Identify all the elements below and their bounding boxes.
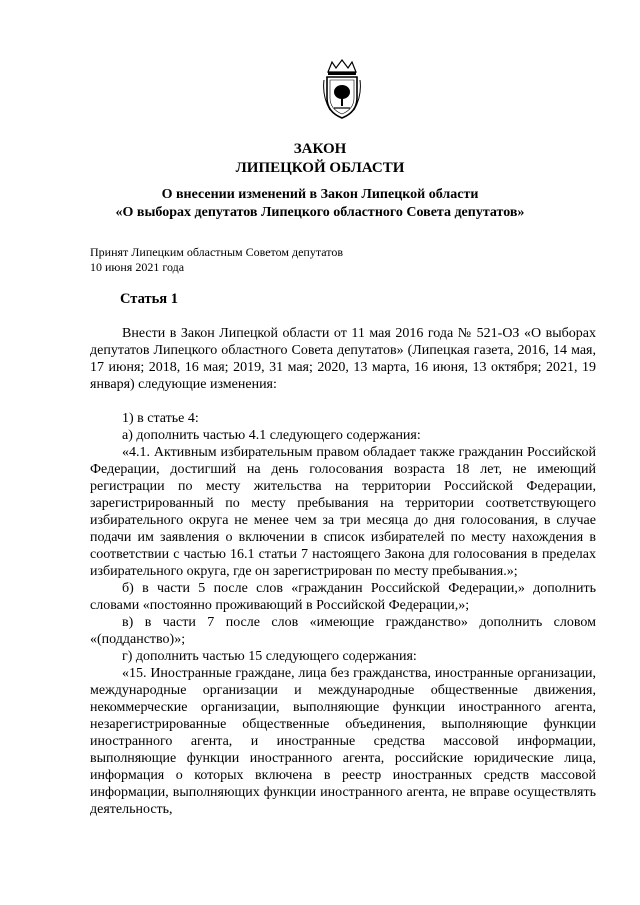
item-1a: а) дополнить частью 4.1 следующего содержания: xyxy=(122,428,421,443)
article-title: Статья 1 xyxy=(120,291,178,307)
intro-paragraph: Внести в Закон Липецкой области от 11 мая 2016 года № 521-ОЗ «О выборах депутатов Липецкого областного Совета депутатов» (Липецкая газета, 2016, 14 мая, 17 июня; 2018, 16 мая; 2019, 31 мая; 2020, 13 марта, 16 июня, 13 октября; 2021, 19 января) следующие изменения: xyxy=(90,326,596,392)
adopted-date: 10 июня 2021 года xyxy=(90,260,185,274)
law-subtitle xyxy=(0,186,640,222)
item-1v: в) в части 7 после слов «имеющие гражданство» дополнить словом «(подданство)»; xyxy=(90,615,596,647)
law-title xyxy=(0,140,640,178)
item-1g: г) дополнить частью 15 следующего содержания: xyxy=(122,649,417,664)
subtitle-line-1: О внесении изменений в Закон Липецкой области xyxy=(161,187,479,202)
law-label: ЗАКОН xyxy=(293,141,347,157)
adoption-info xyxy=(90,245,343,275)
subtitle-line-2: «О выборах депутатов Липецкого областного Совета депутатов» xyxy=(115,205,525,220)
paragraph-4-1: «4.1. Активным избирательным правом обладает также гражданин Российской Федерации, достигший на день голосования возраста 18 лет, не имеющий регистрации по месту жительства на территории Российской Федерации, зарегистрированный по месту пребывания на территории соответствующего избирательного округа не менее чем за три месяца до дня голосования, в случае подачи им заявления о включении в список избирателей по месту нахождения в соответствии с частью 16.1 статьи 7 настоящего Закона для голосования в пределах избирательного округа, где он зарегистрирован по месту пребывания.»; xyxy=(90,445,596,579)
coat-of-arms-icon xyxy=(322,58,362,120)
paragraph-15: «15. Иностранные граждане, лица без гражданства, иностранные организации, международные организации и международные общественные движения, некоммерческие организации, выполняющие функции иностранного агента, незарегистрированные общественные объединения, выполняющие функции иностранного агента, и иностранные средства массовой информации, выполняющие функции иностранного агента, российские юридические лица, информация о которых включена в реестр иностранных средств массовой информации, выполняющих функции иностранного агента, не вправе осуществлять деятельность, xyxy=(90,666,596,817)
adopted-by: Принят Липецким областным Советом депутатов xyxy=(90,245,344,259)
region-name: ЛИПЕЦКОЙ ОБЛАСТИ xyxy=(235,160,405,176)
item-1: 1) в статье 4: xyxy=(122,411,199,426)
document-body xyxy=(90,325,596,818)
item-1b: б) в части 5 после слов «гражданин Российской Федерации,» дополнить словами «постоянно проживающий в Российской Федерации,»; xyxy=(90,581,596,613)
